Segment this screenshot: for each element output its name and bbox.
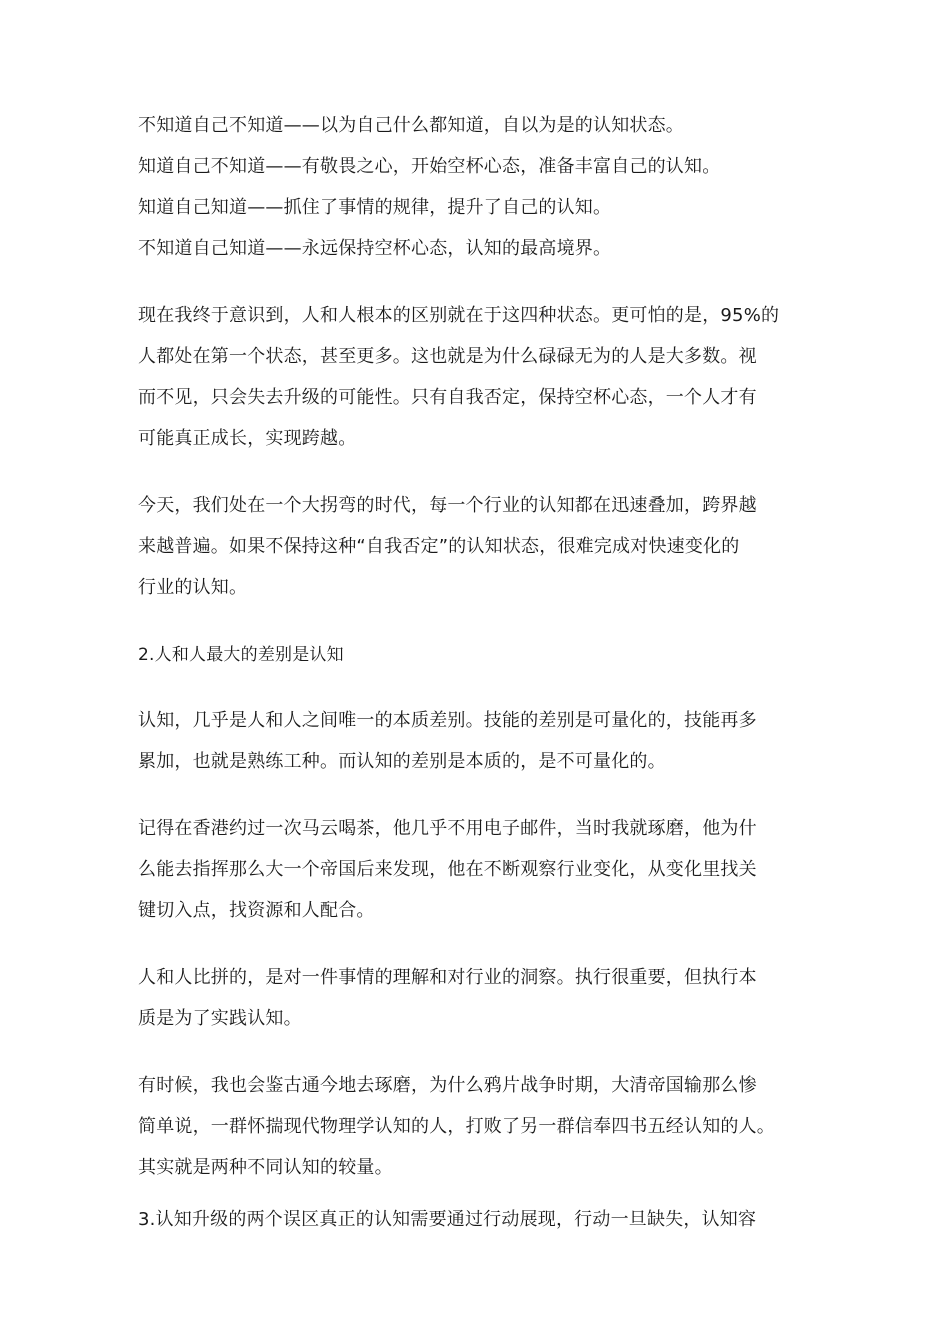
text-line: 不知道自己知道——永远保持空杯心态，认知的最高境界。 — [138, 238, 612, 259]
section-heading: 3.认知升级的两个误区真正的认知需要通过行动展现，行动一旦缺失，认知容 — [138, 1209, 757, 1230]
text-line: 记得在香港约过一次马云喝茶，他几乎不用电子邮件，当时我就琢磨，他为什 — [138, 818, 757, 839]
text-line: 质是为了实践认知。 — [138, 1008, 302, 1029]
text-line: 知道自己不知道——有敬畏之心，开始空杯心态，准备丰富自己的认知。 — [138, 156, 721, 177]
text-line: 么能去指挥那么大一个帝国后来发现，他在不断观察行业变化，从变化里找关 — [138, 859, 757, 880]
text-line: 其实就是两种不同认知的较量。 — [138, 1157, 393, 1178]
text-line: 人都处在第一个状态，甚至更多。这也就是为什么碌碌无为的人是大多数。视 — [138, 346, 757, 367]
text-line: 键切入点，找资源和人配合。 — [138, 900, 375, 921]
text-line: 简单说，一群怀揣现代物理学认知的人，打败了另一群信奉四书五经认知的人。 — [138, 1116, 775, 1137]
text-line: 认知，几乎是人和人之间唯一的本质差别。技能的差别是可量化的，技能再多 — [138, 710, 757, 731]
text-line: 不知道自己不知道——以为自己什么都知道，自以为是的认知状态。 — [138, 115, 684, 136]
text-line: 来越普遍。如果不保持这种“自我否定”的认知状态，很难完成对快速变化的 — [138, 536, 740, 557]
text-line: 可能真正成长，实现跨越。 — [138, 428, 357, 449]
text-line: 有时候，我也会鉴古通今地去琢磨，为什么鸦片战争时期，大清帝国输那么惨 — [138, 1075, 757, 1096]
text-line: 现在我终于意识到，人和人根本的区别就在于这四种状态。更可怕的是，95%的 — [138, 305, 780, 326]
text-line: 人和人比拼的，是对一件事情的理解和对行业的洞察。执行很重要，但执行本 — [138, 967, 757, 988]
text-line: 今天，我们处在一个大拐弯的时代，每一个行业的认知都在迅速叠加，跨界越 — [138, 495, 757, 516]
text-line: 行业的认知。 — [138, 577, 248, 598]
text-line: 知道自己知道——抓住了事情的规律，提升了自己的认知。 — [138, 197, 612, 218]
section-heading: 2.人和人最大的差别是认知 — [138, 645, 344, 665]
text-line: 累加，也就是熟练工种。而认知的差别是本质的，是不可量化的。 — [138, 751, 666, 772]
text-line: 而不见，只会失去升级的可能性。只有自我否定，保持空杯心态，一个人才有 — [138, 387, 757, 408]
